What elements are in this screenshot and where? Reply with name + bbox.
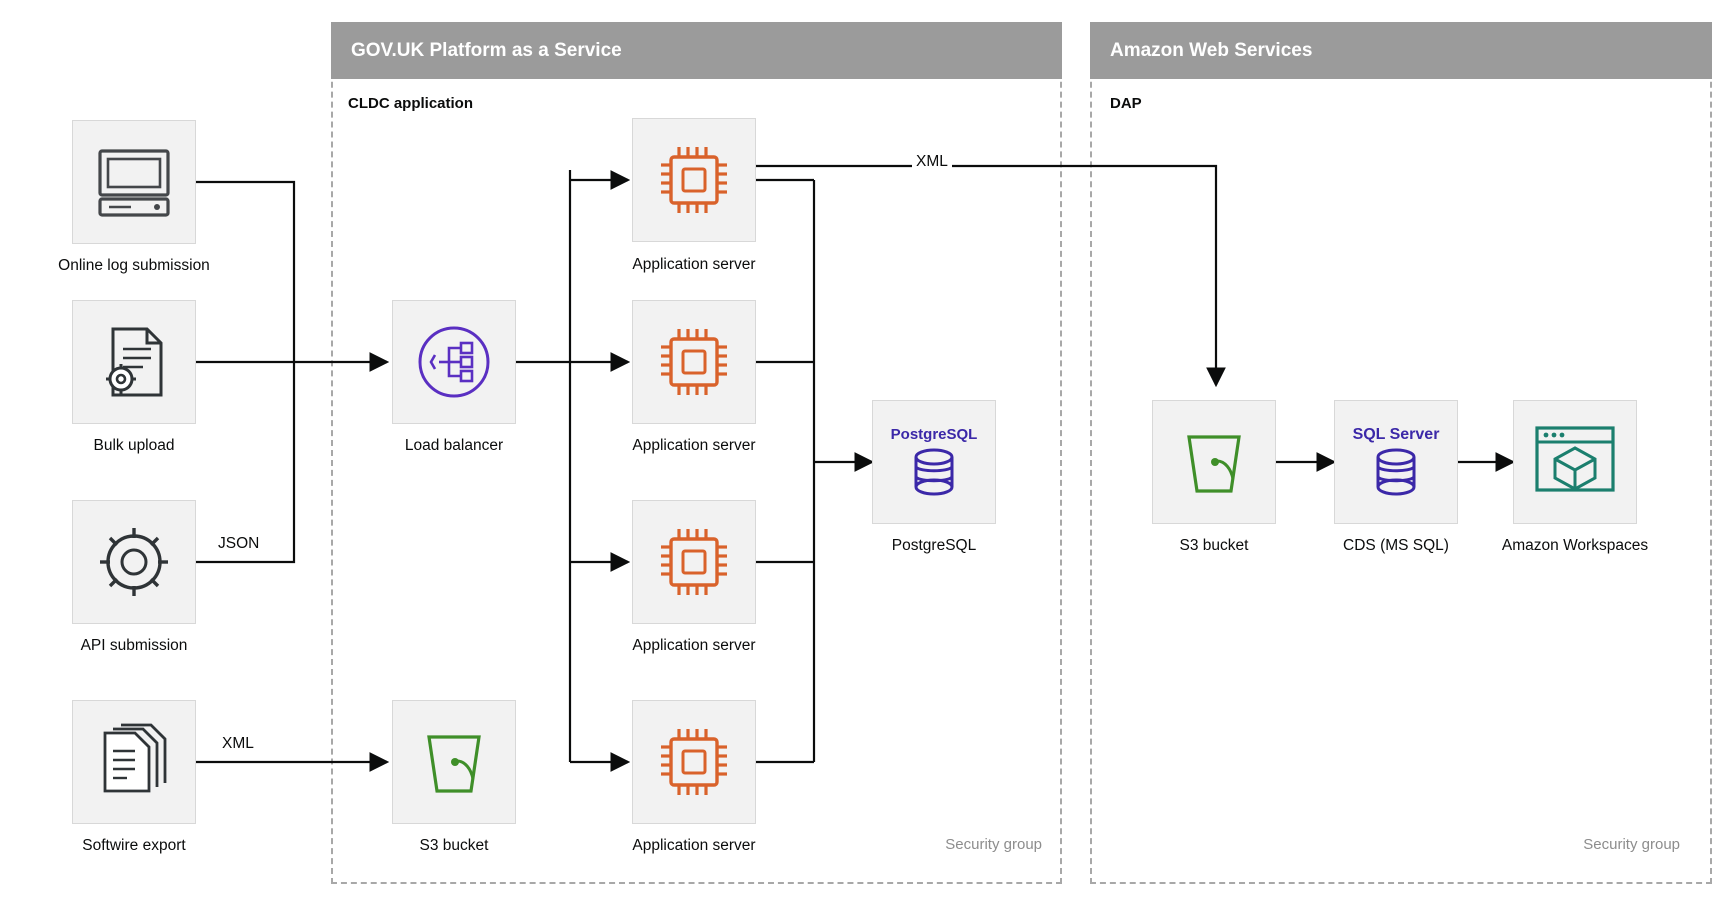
node-amazon-workspaces bbox=[1513, 400, 1637, 524]
node-application-server-1 bbox=[632, 118, 756, 242]
edge-label-json: JSON bbox=[214, 535, 263, 553]
cpu-chip-icon bbox=[651, 719, 737, 805]
node-cds-ms-sql bbox=[1334, 400, 1458, 524]
desktop-computer-icon bbox=[91, 139, 177, 225]
cpu-chip-icon bbox=[651, 319, 737, 405]
node-s3-bucket-paas-label: S3 bucket bbox=[419, 837, 489, 854]
edge-label-xml-softwire: XML bbox=[218, 735, 258, 753]
node-load-balancer bbox=[392, 300, 516, 424]
node-s3-bucket-aws bbox=[1152, 400, 1276, 524]
node-cds-ms-sql-label: CDS (MS SQL) bbox=[1343, 537, 1449, 554]
zone-paas-sublabel: CLDC application bbox=[348, 95, 474, 112]
cpu-chip-icon bbox=[651, 137, 737, 223]
sql-server-database-icon bbox=[1341, 407, 1451, 517]
zone-aws-header-label: Amazon Web Services bbox=[1110, 39, 1313, 61]
node-application-server-2-label: Application server bbox=[632, 437, 756, 454]
node-api-submission-label: API submission bbox=[80, 637, 188, 654]
node-application-server-4-label: Application server bbox=[632, 837, 756, 854]
cpu-chip-icon bbox=[651, 519, 737, 605]
node-application-server-4 bbox=[632, 700, 756, 824]
zone-paas-footnote: Security group bbox=[945, 836, 1042, 853]
zone-paas-header bbox=[331, 22, 1062, 79]
node-application-server-3-label: Application server bbox=[632, 637, 756, 654]
postgresql-icon-text: PostgreSQL bbox=[890, 426, 978, 443]
zone-aws-footnote: Security group bbox=[1583, 836, 1680, 853]
node-softwire-export bbox=[72, 700, 196, 824]
zone-aws-sublabel: DAP bbox=[1110, 95, 1142, 112]
zone-aws-header bbox=[1090, 22, 1712, 79]
documents-stack-icon bbox=[91, 719, 177, 805]
node-bulk-upload-label: Bulk upload bbox=[93, 437, 175, 454]
sql-server-icon-text: SQL Server bbox=[1352, 426, 1440, 443]
document-gear-icon bbox=[91, 319, 177, 405]
node-application-server-2 bbox=[632, 300, 756, 424]
s3-bucket-icon bbox=[409, 717, 499, 807]
zone-paas-header-label: GOV.UK Platform as a Service bbox=[351, 39, 622, 61]
node-softwire-export-label: Softwire export bbox=[82, 837, 186, 854]
amazon-workspaces-icon bbox=[1527, 414, 1623, 510]
load-balancer-icon bbox=[409, 317, 499, 407]
node-application-server-1-label: Application server bbox=[632, 256, 756, 273]
node-online-log-submission-label: Online log submission bbox=[58, 257, 210, 274]
node-postgresql bbox=[872, 400, 996, 524]
node-s3-bucket-paas bbox=[392, 700, 516, 824]
node-api-submission bbox=[72, 500, 196, 624]
edge-label-xml-appserver: XML bbox=[912, 153, 952, 171]
s3-bucket-icon bbox=[1169, 417, 1259, 507]
node-postgresql-label: PostgreSQL bbox=[891, 537, 977, 554]
node-bulk-upload bbox=[72, 300, 196, 424]
node-load-balancer-label: Load balancer bbox=[404, 437, 504, 454]
postgresql-database-icon bbox=[879, 407, 989, 517]
node-online-log-submission bbox=[72, 120, 196, 244]
gear-icon bbox=[91, 519, 177, 605]
node-amazon-workspaces-label: Amazon Workspaces bbox=[1501, 537, 1649, 554]
node-application-server-3 bbox=[632, 500, 756, 624]
node-s3-bucket-aws-label: S3 bucket bbox=[1179, 537, 1249, 554]
